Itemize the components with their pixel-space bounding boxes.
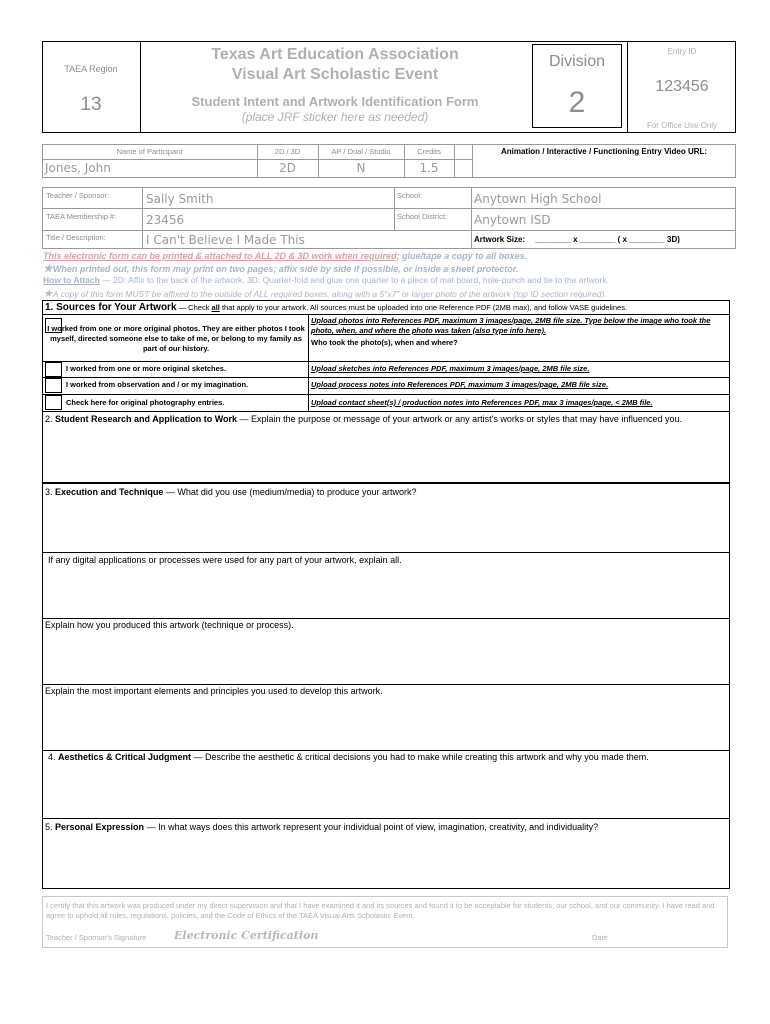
star-icon: ★ — [43, 263, 53, 275]
observation-source-checkbox[interactable] — [45, 378, 62, 393]
certify-text: I certify that this artwork was produced under my direct supervision and that I have examined it and its sources and found it to be acceptable for students, our school, and our community. I have read and agree to uphold all rules, regulations, policies, and the Code of Ethics of the TAEA Visual Arts Scholastic Event. — [46, 901, 715, 920]
star-icon: ★ — [43, 288, 53, 300]
q5-prompt: — In what ways does this artwork represent your individual point of view, imagination, creativity, and individuality? — [144, 822, 599, 832]
membership-label: TAEA Membership #: — [46, 212, 117, 221]
division-value[interactable]: 2 — [568, 86, 586, 119]
q3-text — [45, 487, 727, 498]
q4-number: 4. — [48, 752, 59, 762]
region-value[interactable]: 13 — [80, 94, 102, 115]
date-label: Date — [592, 933, 608, 942]
info-row-divider-1 — [42, 208, 736, 209]
artwork-size[interactable] — [474, 235, 680, 244]
note-how-attach: How to Attach — [43, 275, 100, 285]
teacher-label: Teacher / Sponsor: — [46, 191, 109, 200]
sketch-source-label: I worked from one or more original sketches. — [66, 364, 227, 373]
district-label: School District: — [397, 212, 448, 221]
note-print: When printed out, this form may print on two pages; affix side by side if possible, or inside a sheet protector. — [52, 264, 519, 274]
signature-label: Teacher / Sponsor's Signature — [46, 933, 147, 942]
membership-field[interactable]: 23456 — [146, 213, 185, 227]
photography-entry-checkbox[interactable] — [45, 395, 62, 410]
office-note: For Office Use Only — [646, 121, 718, 130]
form-title: Student Intent and Artwork Identification Form — [191, 94, 479, 109]
credits-field[interactable]: 1.5 — [419, 161, 439, 175]
q2-prompt: — Explain the purpose or message of your artwork or any artist's works or styles that may have influenced you. — [237, 414, 682, 424]
entry-label: Entry ID — [667, 47, 697, 56]
sources-header — [45, 302, 729, 313]
q3a-prompt: If any digital applications or processes were used for any part of your artwork, explain all. — [48, 555, 402, 565]
sources-divider-2 — [42, 377, 730, 378]
signature-field[interactable]: Electronic Certification — [174, 929, 319, 942]
district-field[interactable]: Anytown ISD — [474, 213, 551, 227]
note-line-1 — [43, 251, 527, 261]
q2-heading: Student Research and Application to Work — [55, 414, 238, 424]
sources-divider-0 — [42, 314, 730, 315]
title-line1: Texas Art Education Association — [211, 46, 459, 63]
type-label: 2D / 3D — [274, 147, 301, 156]
info-col-divider-3 — [471, 187, 472, 249]
q4-prompt: — Describe the aesthetic & critical decisions you had to make while creating this artwork and why you made them. — [191, 752, 649, 762]
sources-instr-all: all — [211, 303, 220, 312]
sketch-source-instruction: Upload sketches into References PDF, maximum 3 images/page, 2MB file size. — [311, 364, 590, 373]
note-line-3 — [43, 275, 609, 285]
q4-heading: Aesthetics & Critical Judgment — [58, 752, 192, 762]
school-field[interactable]: Anytown High School — [474, 192, 602, 206]
teacher-field[interactable]: Sally Smith — [146, 192, 214, 206]
observation-source-instruction: Upload process notes into References PDF, maximum 3 images/page, 2MB file size. — [311, 380, 609, 389]
note-line-2 — [43, 262, 518, 275]
name-label: Name of Participant — [116, 147, 183, 156]
photography-entry-label: Check here for original photography entries. — [66, 398, 225, 407]
type-field[interactable]: 2D — [279, 161, 296, 175]
entry-value[interactable]: 123456 — [655, 78, 709, 95]
photography-entry-instruction: Upload contact sheet(s) / production notes into References PDF, max 3 images/page, < 2MB file. — [311, 398, 653, 407]
ap-field[interactable]: N — [356, 161, 366, 175]
video-url-label: Animation / Interactive / Functioning Entry Video URL: — [500, 147, 708, 156]
division-label: Division — [548, 53, 605, 70]
info-col-divider-1 — [142, 187, 143, 249]
sources-divider-3 — [42, 394, 730, 395]
region-label: TAEA Region — [64, 64, 118, 74]
video-url-field[interactable] — [473, 160, 735, 177]
q3-number: 3. — [45, 487, 56, 497]
note-attach-rest: — 2D: Affix to the back of the artwork. 3D: Quarter-fold and glue one quarter to a piece of mat board, hole-punch and tie to the artwork. — [99, 275, 610, 285]
q3-prompt: — What did you use (medium/media) to produce your artwork? — [163, 487, 417, 497]
q5-number: 5. — [45, 822, 56, 832]
sources-divider-1 — [42, 361, 730, 362]
photo-source-extra: Who took the photo(s), when and where? — [311, 338, 458, 347]
note-electronic: This electronic form can be printed & attached to ALL 2D & 3D work when required — [43, 251, 397, 261]
title-label: Title / Description: — [46, 233, 106, 242]
school-label: School: — [397, 191, 423, 200]
q2-number: 2. — [45, 414, 56, 424]
sketch-source-checkbox[interactable] — [45, 362, 62, 377]
title-line2: Visual Art Scholastic Event — [231, 66, 439, 83]
artwork-size-label: Artwork Size: — [474, 235, 526, 244]
artwork-size-blank[interactable]: ________ x ________ ( x ________ 3D) — [535, 235, 680, 244]
observation-source-label: I worked from observation and / or my imagination. — [66, 380, 249, 389]
q3c-prompt: Explain the most important elements and principles you used to develop this artwork. — [45, 686, 383, 696]
credits-label: Credits — [417, 147, 441, 156]
q5-text — [45, 822, 727, 833]
q3b-prompt: Explain how you produced this artwork (technique or process). — [45, 620, 294, 630]
participant-name-field[interactable]: Jones, John — [45, 161, 111, 175]
sources-heading: 1. Sources for Your Artwork — [45, 302, 177, 313]
note-line-4 — [43, 287, 607, 300]
sticker-note: (place JRF sticker here as needed) — [241, 110, 429, 124]
sources-instr-pre: — Check — [176, 303, 212, 312]
title-field[interactable]: I Can't Believe I Made This — [146, 233, 305, 247]
sources-col-divider — [308, 314, 309, 412]
col-divider-4 — [454, 144, 455, 178]
note-copy: A copy of this form MUST be affixed to the outside of ALL required boxes, along with a 5"x7" or larger photo of the artwork (top ID section required). — [52, 289, 607, 299]
q4-text — [48, 752, 728, 763]
info-row-divider-2 — [42, 230, 736, 231]
q5-heading: Personal Expression — [55, 822, 145, 832]
sources-instr-post: that apply to your artwork. All sources must be uploaded into one Reference PDF (2MB max), and follow VASE guidelines. — [219, 303, 628, 312]
info-col-divider-2 — [394, 187, 395, 230]
note-glue: ; glue/tape a copy to all boxes. — [396, 251, 528, 261]
q2-text — [45, 414, 727, 425]
photo-source-instruction: Upload photos into References PDF, maximum 3 images/page, 2MB file size. Type below the image who took the photo, when, and where the photo was taken (also type info here). — [311, 316, 711, 335]
photo-source-label: I worked from one or more original photos. They are either photos I took myself, directed someone else to take of me, or belong to my family as part of our history. — [47, 324, 305, 353]
q3-heading: Execution and Technique — [55, 487, 164, 497]
ap-label: AP / Dual / Studio — [331, 147, 391, 156]
